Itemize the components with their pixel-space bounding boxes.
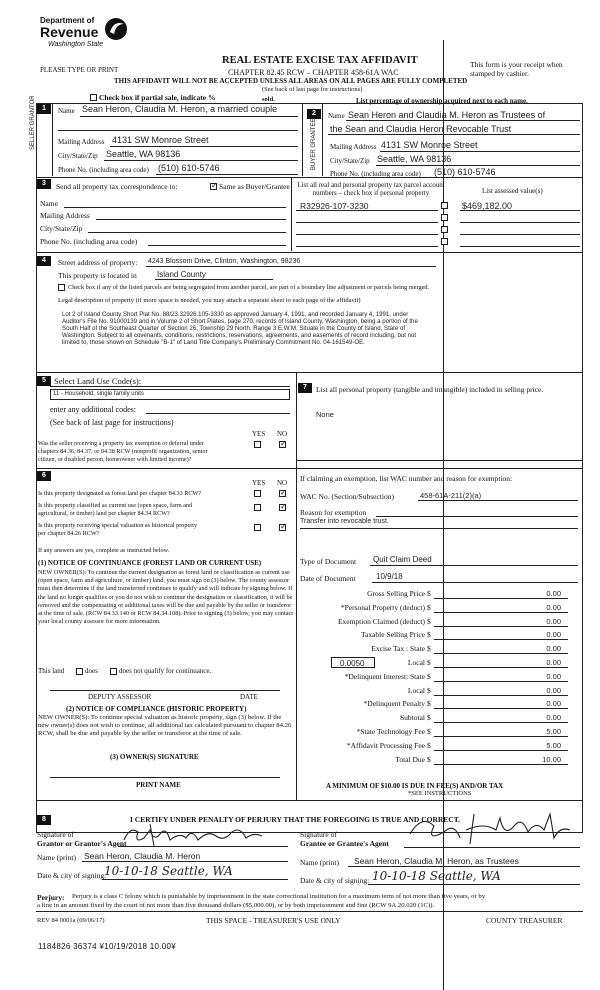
land-use-line (50, 386, 290, 387)
s3-name-label: Name (40, 199, 58, 208)
personal-property-checkbox-3[interactable] (441, 226, 448, 233)
s5-q1-line-c: citizen, or disabled person, homeowner with limited income)? (38, 456, 192, 463)
grantee-signature[interactable] (404, 808, 576, 848)
section-7-badge: 7 (298, 383, 312, 393)
land-does-not-checkbox[interactable] (110, 668, 117, 675)
deputy-line (50, 690, 280, 691)
county-treasurer: COUNTY TREASURER (486, 916, 563, 925)
s6-no-header: NO (277, 479, 288, 487)
doc-type-value[interactable]: Quit Claim Deed (373, 555, 432, 564)
land-use-label: Select Land Use Code(s): (54, 376, 142, 386)
amount-row-line (434, 667, 568, 668)
amount-row-value[interactable]: 0.00 (546, 713, 561, 723)
dollar-sign: $ (427, 685, 431, 695)
same-as-buyer-checkbox[interactable] (210, 183, 217, 190)
grantor-name-line (82, 861, 288, 862)
boundary-checkbox[interactable] (58, 284, 65, 291)
perjury-label: Perjury: (37, 893, 65, 902)
seller-buyer-divider (302, 104, 303, 176)
amount-row-label: *Delinquent Interest: State (344, 671, 425, 681)
s6-q1-yes-checkbox[interactable] (254, 490, 261, 497)
grantee-date[interactable]: 10-10-18 Seattle, WA (372, 869, 501, 883)
buyer-city[interactable]: Seattle, WA 98136 (377, 154, 452, 164)
grantee-sig-label-2: Grantee or Grantee's Agent (300, 839, 389, 848)
s6-q2-a: Is this property classified as current use (open space, farm and (38, 502, 193, 509)
grantee-signature-line (404, 847, 580, 848)
seller-name-line (80, 116, 298, 117)
legal-line-5[interactable]: limited to, those shown on Schedule "B-1" of Land Title Company's Preliminary Commitment No. 04-161549-OE. (62, 339, 365, 346)
owner-signature-label: (3) OWNER(S) SIGNATURE (110, 753, 199, 761)
amount-row-line (434, 612, 568, 613)
legal-line-3[interactable]: South Half of the Southeast Quarter of Section 26, Township 29 North, Range 3 E.W.M. Situate in the County of Island, State of (62, 325, 406, 332)
grantee-sig-label-1: Signature of (300, 830, 337, 839)
dollar-sign: $ (427, 671, 431, 681)
assessed-value[interactable]: $469,182.00 (462, 201, 513, 211)
buyer-phone[interactable]: (510) 610-5746 (434, 167, 496, 177)
sec3-bottom-line (36, 252, 583, 253)
amount-row-label: Gross Selling Price (367, 589, 425, 598)
seller-addr-line (110, 146, 298, 147)
s3-city-line (88, 232, 286, 233)
street-line (146, 266, 436, 267)
boundary-label: Check box if any of the listed parcels are being segregated from another parcel, are part of a boundary line adjustment or parcels being merged. (68, 284, 430, 291)
buyer-name-2[interactable]: the Sean and Claudia Heron Revocable Trust (330, 124, 512, 134)
s5-instructions: (See back of last page for instructions) (50, 418, 174, 427)
seller-addr-label: Mailing Address (58, 138, 105, 146)
wac-label: WAC No. (Section/Subsection) (300, 492, 394, 501)
amount-row-value[interactable]: 0.00 (546, 602, 561, 612)
personal-property-value[interactable]: None (316, 410, 334, 419)
personal-property-checkbox-2[interactable] (441, 214, 448, 221)
amount-row-line (434, 708, 568, 709)
grantor-sig-label-1: Signature of (37, 830, 74, 839)
grantee-name[interactable]: Sean Heron, Claudia M. Heron, as Trustees (354, 856, 519, 866)
amount-row-value[interactable]: 0.00 (546, 589, 561, 598)
see-instructions: *SEE INSTRUCTIONS (408, 790, 472, 797)
s3-divider (291, 177, 292, 251)
s5-no-header: NO (277, 430, 288, 438)
form-title: REAL ESTATE EXCISE TAX AFFIDAVIT (222, 55, 418, 66)
doc-date-label: Date of Document (300, 574, 356, 583)
parcel-line-1 (296, 210, 438, 211)
reason-line (376, 516, 578, 517)
amount-row-line (434, 764, 568, 765)
perjury-line-2: a fine in an amount fixed by the court of not more than five thousand dollars ($5,000.00), or by both imprisonment and fine (RCW 9A.20.020 (1C)). (37, 902, 435, 909)
grantor-date-line (102, 879, 288, 880)
this-land-label: This land (38, 667, 65, 675)
buyer-addr[interactable]: 4131 SW Monroe Street (381, 140, 478, 150)
continuance-title: (1) NOTICE OF CONTINUANCE (FOREST LAND OR CURRENT USE) (38, 559, 262, 567)
print-name-label: PRINT NAME (136, 781, 181, 789)
seller-side-divider (52, 104, 53, 176)
buyer-name-line (346, 120, 580, 121)
buyer-name-line-2 (328, 134, 580, 135)
reason-label: Reason for exemption (300, 508, 367, 517)
local-rate-box[interactable] (331, 657, 375, 668)
grantor-name-label: Name (print) (37, 853, 76, 862)
amount-row-label: *State Technology Fee (356, 727, 425, 736)
buyer-city-label: City/State/Zip (330, 157, 370, 165)
personal-property-checkbox-1[interactable] (441, 202, 448, 209)
buyer-city-line (376, 165, 580, 166)
logo-name: Revenue (40, 24, 99, 40)
amount-row-label: *Delinquent Penalty (363, 699, 425, 709)
s6-q1: Is this property designated as forest land per chapter 84.33 RCW? (38, 490, 202, 497)
county-name[interactable]: Island County (157, 270, 206, 279)
land-does-not-label: does not qualify for continuance. (119, 667, 212, 675)
amount-row-line (434, 681, 568, 682)
located-label: This property is located in (58, 271, 137, 280)
amount-row-label: Excise Tax : State (371, 644, 425, 654)
county-line (155, 279, 273, 280)
amount-row-value[interactable]: 5.00 (546, 727, 561, 736)
partial-sale-checkbox[interactable] (90, 94, 97, 101)
exemption-label: If claiming an exemption, list WAC number and reason for exemption: (300, 474, 513, 483)
wac-line (418, 500, 578, 501)
s6-q3-no-checkbox[interactable] (279, 524, 286, 531)
additional-codes-label: enter any additional codes: (50, 405, 136, 414)
s3-phone-line (148, 245, 286, 246)
s5-q1-yes-checkbox[interactable] (254, 441, 261, 448)
amount-row-line (434, 750, 568, 751)
section-8-badge: 8 (37, 815, 51, 825)
assessed-line-2 (460, 222, 580, 223)
s5-q1-line-a: Was the seller receiving a property tax exemption or deferral under (38, 440, 204, 447)
s6-q3-b: per chapter 84.26 RCW? (38, 530, 100, 537)
deputy-label: DEPUTY ASSESSOR (88, 693, 152, 701)
s6-q3-yes-checkbox[interactable] (254, 524, 261, 531)
buyer-addr-label: Mailing Address (330, 143, 377, 151)
grantor-date[interactable]: 10-10-18 Seattle, WA (104, 864, 233, 878)
buyer-addr-line (380, 151, 580, 152)
amount-rows (296, 589, 583, 769)
assessed-line-3 (460, 234, 580, 235)
sec4-bottom-line (36, 372, 583, 373)
street-label: Street address of property: (58, 258, 138, 267)
s6-if-yes: If any answers are yes, complete as instructed below. (38, 547, 170, 554)
dollar-sign: $ (427, 699, 431, 709)
s6-q1-no-checkbox[interactable] (279, 490, 286, 497)
logo-dept: Department of (40, 16, 95, 25)
doc-date-line (372, 582, 578, 583)
amount-row-value[interactable]: 0.00 (546, 699, 561, 709)
section-5-badge: 5 (37, 376, 51, 386)
dollar-sign: $ (427, 589, 431, 598)
historic-body: NEW OWNER(S): To continue special valuation as historic property, sign (3) below. If the new owner(s) does not wish to continue, all additional tax calculated pursuant to chapter 84.26 RCW, shall be due and payable by the seller or transferor at the time of sale. (38, 714, 292, 738)
amount-row-label: Taxable Selling Price (360, 630, 425, 640)
wac-value[interactable]: 458-61A-211(2)(a) (420, 491, 482, 500)
amount-row-line (434, 598, 568, 599)
logo-state: Washington State (48, 41, 104, 48)
certify-statement: I CERTIFY UNDER PENALTY OF PERJURY THAT THE FOREGOING IS TRUE AND CORRECT. (130, 815, 461, 824)
doc-type-label: Type of Document (300, 557, 357, 566)
buyer-name-label: Name (328, 112, 345, 120)
dollar-sign: $ (427, 630, 431, 640)
logo-swirl-icon (104, 16, 128, 42)
section-1-badge: 1 (37, 104, 51, 114)
land-does-label: does (85, 667, 98, 675)
rev-number: REV 84 0001a (09/06/17) (37, 917, 105, 924)
dollar-sign: $ (427, 602, 431, 612)
amount-row-label: Local (407, 685, 425, 695)
form-chapter: CHAPTER 82.45 RCW – CHAPTER 458-61A WAC (228, 68, 399, 77)
s3-name-line (64, 207, 286, 208)
amount-row-line (434, 722, 568, 723)
parcel-line-4 (296, 246, 438, 247)
treasurer-space: THIS SPACE - TREASURER'S USE ONLY (206, 916, 341, 925)
amount-row-line (434, 695, 568, 696)
legal-label: Legal description of property (if more space is needed, you may attach a separate sheet to each page of the affidavit) (58, 297, 361, 304)
parcel-number[interactable]: R32926-107-3230 (300, 201, 369, 211)
local-rate-value: 0.0050 (340, 659, 365, 668)
section-6-badge: 6 (37, 471, 51, 481)
amount-row-label: Local (407, 658, 425, 667)
s7-divider-line (296, 460, 583, 461)
historic-title: (2) NOTICE OF COMPLIANCE (HISTORIC PROPERTY) (66, 705, 247, 713)
land-use-select[interactable] (50, 389, 290, 400)
legal-line-2[interactable]: Auditor's File No. 91000139 and in Volume 2 of Short Plates, page 270, records of Island County, Washington, being a portion of the (62, 318, 418, 325)
doc-type-line (370, 565, 578, 566)
parcel-line-3 (296, 234, 438, 235)
owner-signature-line (50, 777, 280, 778)
amount-row-label: Total Due (395, 754, 425, 764)
personal-property-checkbox-4[interactable] (441, 238, 448, 245)
seller-side-label: SELLER GRANTOR (30, 95, 36, 150)
dollar-sign: $ (427, 740, 431, 750)
s6-q2-yes-checkbox[interactable] (254, 504, 261, 511)
grantor-signature-line (118, 846, 288, 847)
amount-row-value[interactable]: 0.00 (546, 644, 561, 654)
continuance-body: NEW OWNER(S): To continue the current designation as forest land or classification as current use (open space, farm and agriculture, or timber) land, you must sign on (3) below. The county assessor must then determine if the land transferred continues to qualify and will indicate by signing below. If the land no longer qualifies or you do not wish to continue the designation or classification, it will be removed and the compensating or additional taxes will be due and payable by the seller or transferor at the time of sale. (RCW 84.33.140 or RCW 84.34.108). Prior to signing (3) below, you may contact your local county assessor for more information. (38, 569, 294, 626)
grantor-name[interactable]: Sean Heron, Claudia M. Heron (84, 851, 201, 861)
section-4-badge: 4 (37, 256, 51, 266)
s6-q2-b: agricultural, or timber) land per chapter 84.34 RCW? (38, 510, 170, 517)
land-use-value: 11 - Household, single family units (53, 391, 144, 397)
seller-addr[interactable]: 4131 SW Monroe Street (112, 135, 209, 145)
grantee-date-label: Date & city of signing: (300, 876, 370, 885)
grantee-date-line (368, 884, 580, 885)
dollar-sign: $ (427, 616, 431, 626)
amount-row-value[interactable]: 0.00 (546, 685, 561, 695)
seller-phone-line (156, 174, 298, 175)
land-does-checkbox[interactable] (76, 668, 83, 675)
amount-row-line (434, 626, 568, 627)
sec12-bottom-line (36, 177, 583, 178)
s6-yes-header: YES (252, 479, 266, 487)
grantor-signature[interactable] (120, 822, 270, 848)
amount-row-line (434, 736, 568, 737)
seller-phone[interactable]: (510) 610-5746 (158, 163, 220, 173)
s3-addr-label: Mailing Address (40, 211, 90, 220)
s5-yes-header: YES (252, 430, 266, 438)
buyer-side-label: BUYER GRANTEE (311, 118, 317, 170)
seller-name[interactable]: Sean Heron, Claudia M. Heron, a married couple (82, 104, 278, 114)
send-label: Send all property tax correspondence to: (56, 182, 178, 191)
assessed-line-4 (460, 246, 580, 247)
legal-line-4[interactable]: Washington. Subject to all covenants, conditions, restrictions, reservations, agreements, and easements of record including, but not (62, 332, 417, 339)
s6-q2-no-checkbox[interactable] (279, 504, 286, 511)
s3-addr-line (96, 219, 286, 220)
dollar-sign: $ (427, 754, 431, 764)
assessed-line-1 (460, 210, 580, 211)
dollar-sign: $ (427, 713, 431, 723)
legal-line-1[interactable]: Lot 2 of Island County Short Plat No. 88/23.32926.105-3330 as approved January 4, 1991, and recorded January 4, 1991, under (62, 311, 409, 318)
amount-row-line (434, 653, 568, 654)
buyer-name-1[interactable]: Sean Heron and Claudia M. Heron as Trustees of (348, 110, 546, 120)
doc-date-value[interactable]: 10/9/18 (376, 572, 403, 581)
s3-phone-label: Phone No. (including area code) (40, 237, 138, 246)
dollar-sign: $ (427, 644, 431, 654)
amount-row-value[interactable]: 5.00 (546, 740, 561, 750)
grantor-sig-label-2: Grantor or Grantor's Agent (37, 839, 127, 848)
section-2-badge: 2 (307, 109, 321, 119)
amount-row-value[interactable]: 0.00 (546, 616, 561, 626)
amount-row-label: *Affidavit Processing Fee (346, 740, 425, 750)
seller-name-line-2 (58, 130, 298, 131)
reason-value[interactable]: Transfer into revocable trust. (300, 518, 389, 525)
seller-phone-label: Phone No. (including area code) (58, 166, 149, 174)
s5-q1-no-checkbox[interactable] (279, 441, 286, 448)
partial-sale-label: Check box if partial sale, indicate % (99, 93, 216, 102)
reason-line-2 (300, 528, 578, 529)
footer-top-line (36, 911, 583, 912)
buyer-side-divider (322, 104, 323, 176)
sold-label: sold. (262, 96, 275, 103)
sec5-bottom-line (36, 468, 583, 469)
print-note: PLEASE TYPE OR PRINT (40, 66, 119, 74)
street-address[interactable]: 4243 Blossom Drive, Clinton, Washington, 98236 (148, 258, 301, 265)
perjury-line-1: Perjury is a class C felony which is punishable by imprisonment in the state correctional institution for a maximum term of not more than five years, or by (72, 893, 486, 900)
grantee-name-label: Name (print) (300, 858, 339, 867)
s6-q3-a: Is this property receiving special valuation as historical property (38, 522, 198, 529)
seller-city-line (104, 160, 298, 161)
amount-row-label: Subtotal (399, 713, 425, 723)
parcel-header: List all real and personal property tax parcel account numbers – check box if personal property (297, 181, 445, 197)
ownership-list: List percentage of ownership acquired next to each name. (356, 97, 528, 105)
personal-property-label: List all personal property (tangible and intangible) included in selling price. (316, 385, 544, 394)
receipt-stamp: 1184826 36374 ¥10/19/2018 10.00¥ (38, 942, 177, 951)
minimum-fee-note: A MINIMUM OF $10.00 IS DUE IN FEE(S) AND/OR TAX (326, 782, 504, 790)
amount-row-line (434, 639, 568, 640)
section-3-badge: 3 (37, 179, 51, 189)
buyer-phone-label: Phone No. (including area code) (330, 170, 421, 178)
deputy-date-label: DATE (240, 693, 258, 701)
grantee-name-line (348, 866, 580, 867)
back-note: (See back of last page for instructions) (262, 86, 363, 93)
seller-city[interactable]: Seattle, WA 98136 (106, 149, 181, 159)
seller-city-label: City/State/Zip (58, 152, 98, 160)
parcel-line-2 (296, 222, 438, 223)
amount-row-label: *Personal Property (deduct) (340, 602, 425, 612)
dollar-sign: $ (427, 658, 431, 667)
revenue-logo (40, 12, 130, 57)
s5-q1-line-b: chapters 84.36, 84.37, or 84.38 RCW (nonprofit organization, senior (38, 448, 208, 455)
amount-row-value[interactable]: 0.00 (546, 658, 561, 667)
receipt-note: This form is your receipt when stamped by cashier. (470, 60, 563, 78)
sec6-bottom-line (36, 800, 583, 801)
dollar-sign: $ (427, 727, 431, 736)
amount-row-value[interactable]: 0.00 (546, 630, 561, 640)
form-warning: THIS AFFIDAVIT WILL NOT BE ACCEPTED UNLESS ALL AREAS ON ALL PAGES ARE FULLY COMPLETED (114, 77, 468, 85)
amount-row-value[interactable]: 0.00 (546, 671, 561, 681)
amount-row-value[interactable]: 10.00 (542, 754, 561, 764)
amount-row-label: Exemption Claimed (deduct) (337, 616, 425, 626)
additional-codes-line (146, 413, 290, 414)
assessed-header: List assessed value(s) (482, 187, 543, 195)
s3-city-label: City/State/Zip (40, 224, 83, 233)
grantor-date-label: Date & city of signing: (37, 871, 107, 880)
seller-name-label: Name (58, 107, 75, 115)
same-as-buyer-label: Same as Buyer/Grantee (219, 182, 290, 191)
